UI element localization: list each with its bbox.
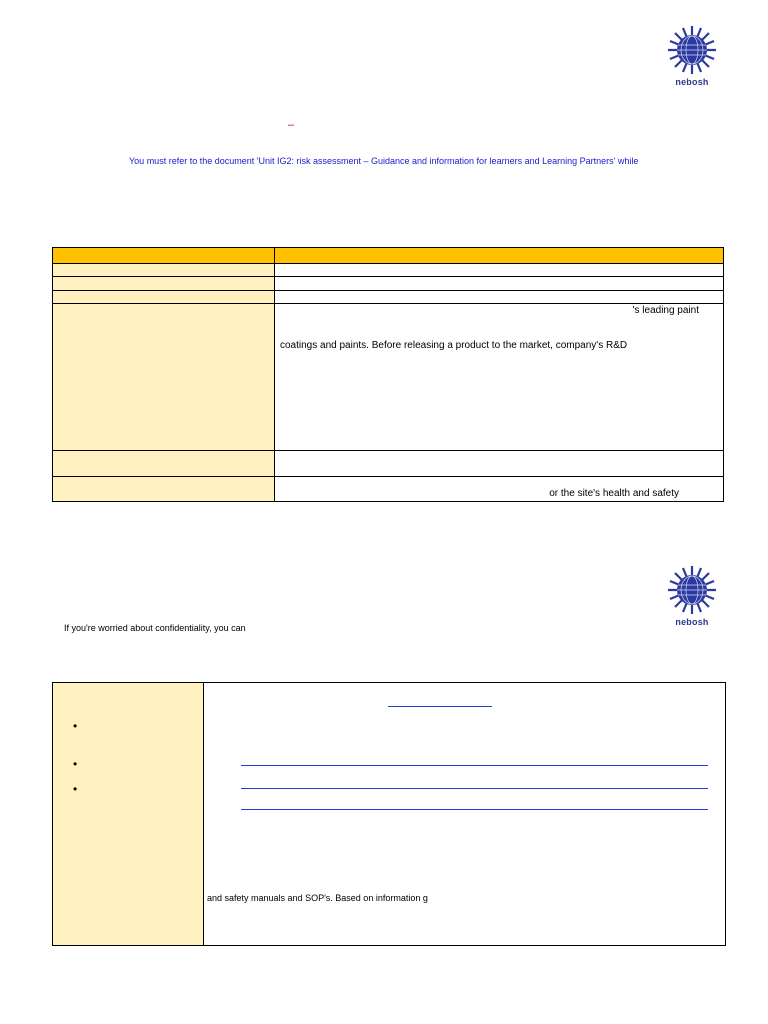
nebosh-logo <box>664 24 720 87</box>
link-underline[interactable] <box>241 809 708 810</box>
guidance-table <box>52 682 726 946</box>
table-row-label <box>52 290 275 304</box>
nebosh-globe-icon <box>666 564 718 616</box>
nebosh-globe-icon <box>666 24 718 76</box>
link-underline[interactable] <box>241 788 708 789</box>
table-row-label <box>52 450 275 477</box>
table-row-value <box>274 263 724 277</box>
bullet: • <box>73 782 78 796</box>
bullet: • <box>73 757 78 771</box>
details-table <box>52 247 724 502</box>
table-row-label <box>52 263 275 277</box>
table-row-label <box>52 276 275 291</box>
red-mark: – <box>288 119 295 131</box>
scenario-text-b: coatings and paints. Before releasing a product to the market, company's R&D <box>280 340 628 351</box>
site-text: or the site's health and safety <box>549 488 679 499</box>
logo-text: nebosh <box>675 617 709 627</box>
logo-text: nebosh <box>675 77 709 87</box>
guidance-body-text: and safety manuals and SOP's. Based on information g <box>207 893 428 903</box>
table-row-label <box>52 476 275 502</box>
instruction-text: You must refer to the document 'Unit IG2: risk assessment – Guidance and information for learners and Learning Partners' while <box>129 156 639 166</box>
table-header-left <box>52 247 275 264</box>
link-underline[interactable] <box>241 765 708 766</box>
table-row-value <box>274 276 724 291</box>
table-header-right <box>274 247 724 264</box>
table-row-label <box>52 303 275 451</box>
nebosh-logo-2 <box>664 564 720 627</box>
scenario-text-a: 's leading paint <box>632 305 699 316</box>
table-row-value <box>274 450 724 477</box>
guidance-label-cell <box>53 683 204 945</box>
link-underline[interactable] <box>388 706 492 707</box>
confidentiality-note: If you're worried about confidentiality, you can <box>64 623 246 633</box>
table-row-value <box>274 303 724 451</box>
bullet: • <box>73 719 78 733</box>
table-row-value <box>274 290 724 304</box>
table-row-value <box>274 476 724 502</box>
